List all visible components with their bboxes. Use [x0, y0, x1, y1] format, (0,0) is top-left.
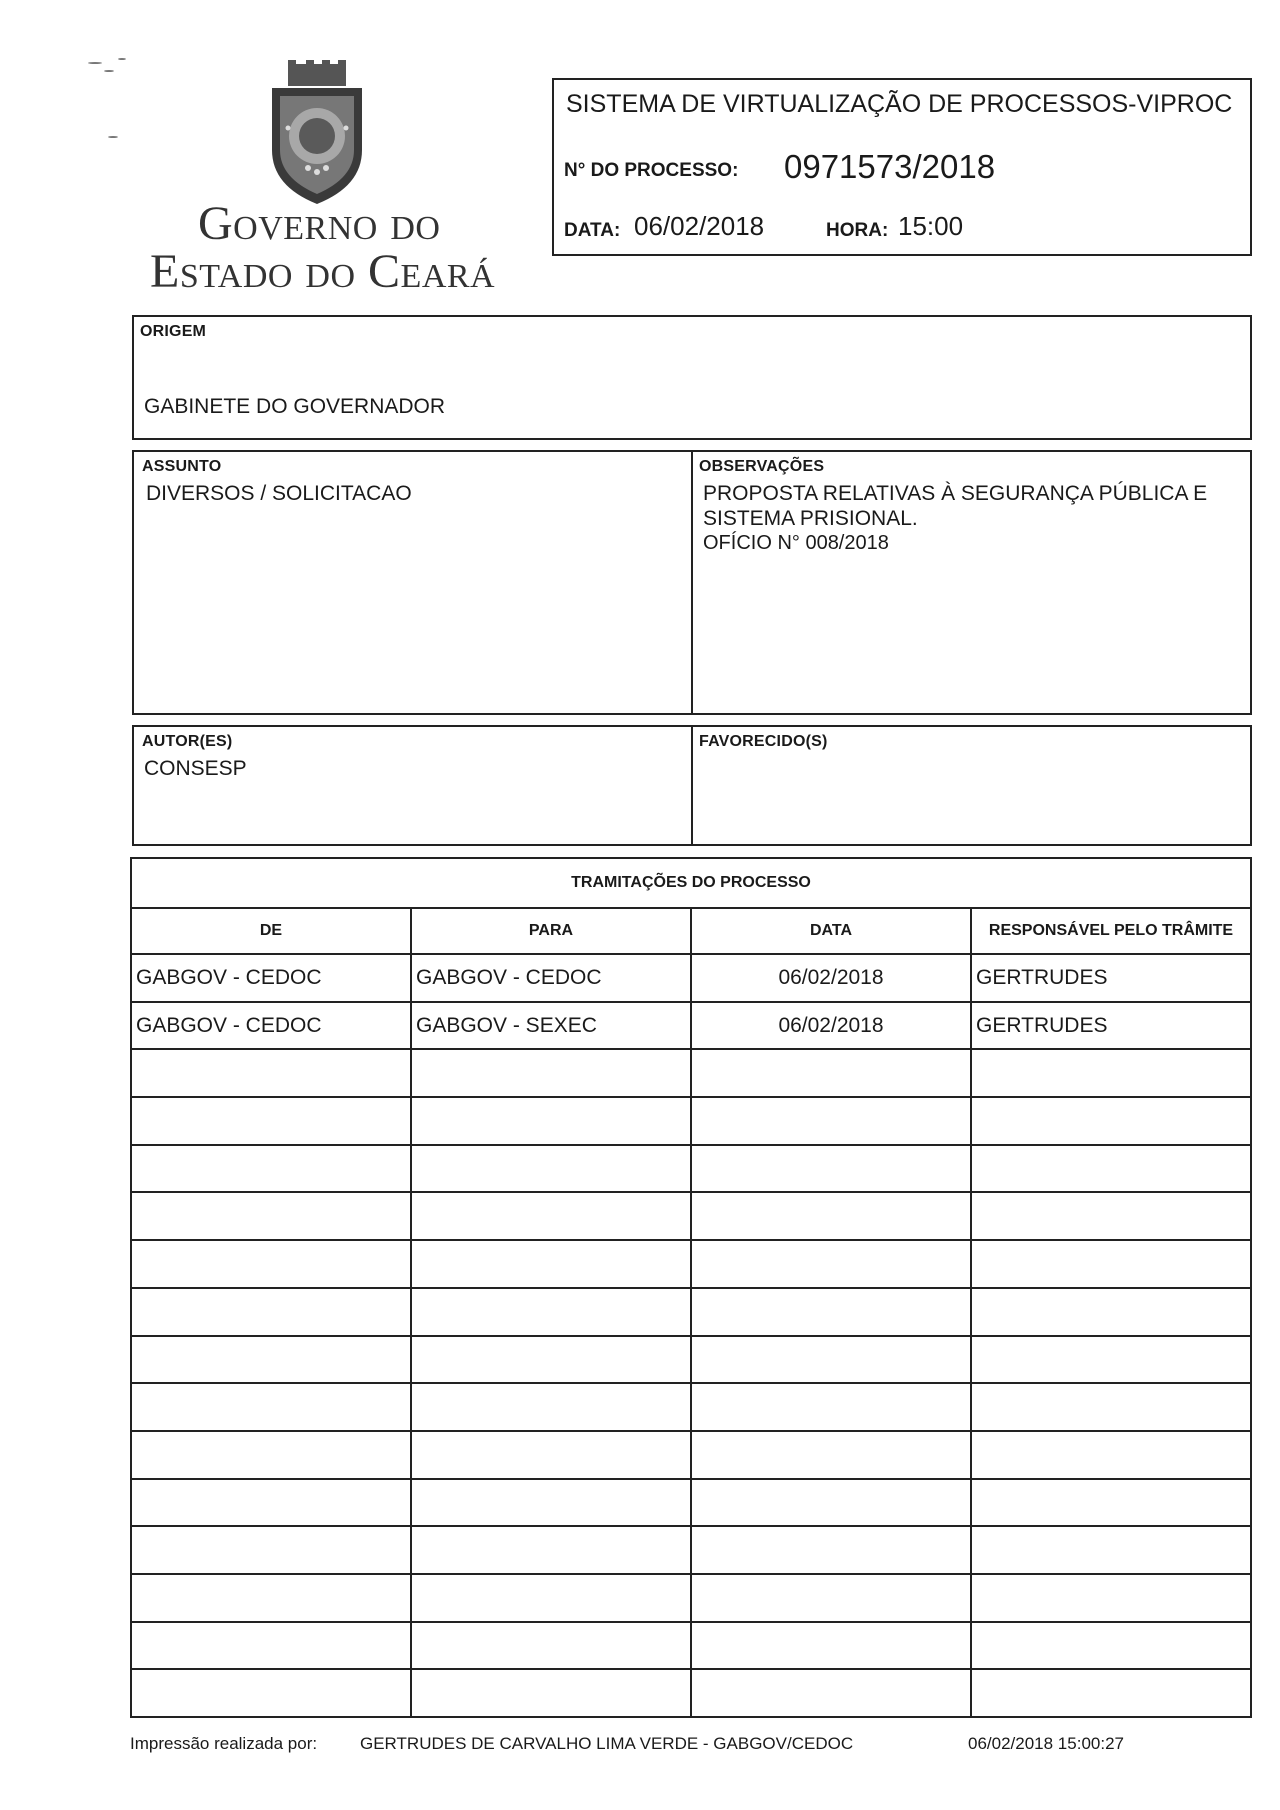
observacoes-line2: SISTEMA PRISIONAL. [703, 507, 918, 530]
cell-para: GABGOV - CEDOC [411, 954, 691, 1002]
empty-cell [971, 1097, 1251, 1145]
empty-table-row [131, 1145, 1251, 1193]
column-header-para: PARA [411, 908, 691, 954]
autores-value: CONSESP [144, 757, 247, 780]
scan-speck [104, 70, 114, 72]
footer-printed-by-user: GERTRUDES DE CARVALHO LIMA VERDE - GABGOV/CEDOC [360, 1734, 854, 1753]
empty-cell [411, 1288, 691, 1336]
empty-cell [971, 1431, 1251, 1479]
date-label: DATA: [564, 220, 621, 241]
time-value: 15:00 [898, 211, 964, 241]
autores-label: AUTOR(ES) [142, 733, 233, 750]
autores-section [132, 725, 693, 846]
empty-cell [971, 1336, 1251, 1384]
empty-table-row [131, 1192, 1251, 1240]
state-coat-of-arms-icon [258, 58, 376, 206]
table-row [131, 954, 1251, 1002]
empty-table-row [131, 1479, 1251, 1527]
empty-cell [411, 1526, 691, 1574]
government-name-line2: Estado do Ceará [150, 245, 496, 298]
empty-cell [691, 1622, 971, 1670]
government-name-line1: Governo do [198, 197, 441, 250]
cell-para: GABGOV - SEXEC [411, 1002, 691, 1050]
empty-cell [971, 1192, 1251, 1240]
tramitacoes-table [130, 857, 1252, 1718]
footer-printed-by-label: Impressão realizada por: [130, 1734, 318, 1753]
empty-cell [691, 1336, 971, 1384]
observacoes-line1: PROPOSTA RELATIVAS À SEGURANÇA PÚBLICA E [703, 482, 1208, 505]
observacoes-section [691, 450, 1252, 715]
empty-cell [691, 1383, 971, 1431]
empty-cell [411, 1383, 691, 1431]
assunto-value: DIVERSOS / SOLICITACAO [146, 482, 412, 505]
empty-cell [131, 1192, 411, 1240]
empty-cell [131, 1240, 411, 1288]
empty-cell [411, 1431, 691, 1479]
empty-cell [131, 1097, 411, 1145]
empty-cell [131, 1526, 411, 1574]
cell-data: 06/02/2018 [691, 954, 971, 1002]
cell-responsavel: GERTRUDES [971, 1002, 1251, 1050]
empty-table-row [131, 1574, 1251, 1622]
system-title: SISTEMA DE VIRTUALIZAÇÃO DE PROCESSOS-VIPROC [566, 90, 1233, 118]
empty-cell [971, 1479, 1251, 1527]
origem-label: ORIGEM [140, 323, 207, 340]
empty-cell [971, 1383, 1251, 1431]
cell-de: GABGOV - CEDOC [131, 954, 411, 1002]
empty-cell [971, 1526, 1251, 1574]
process-info-box [552, 78, 1252, 256]
tramitacoes-title: TRAMITAÇÕES DO PROCESSO [131, 858, 1251, 908]
cell-de: GABGOV - CEDOC [131, 1002, 411, 1050]
empty-table-row [131, 1669, 1251, 1717]
empty-table-row [131, 1336, 1251, 1384]
column-header-responsavel: RESPONSÁVEL PELO TRÂMITE [971, 908, 1251, 954]
empty-cell [131, 1479, 411, 1527]
empty-cell [691, 1097, 971, 1145]
empty-table-row [131, 1240, 1251, 1288]
origem-section [132, 315, 1252, 440]
date-value: 06/02/2018 [634, 211, 765, 241]
empty-cell [131, 1336, 411, 1384]
scan-speck [118, 58, 126, 60]
empty-cell [691, 1479, 971, 1527]
empty-cell [411, 1145, 691, 1193]
empty-cell [691, 1049, 971, 1097]
empty-cell [971, 1622, 1251, 1670]
origem-value: GABINETE DO GOVERNADOR [144, 395, 446, 418]
empty-table-row [131, 1526, 1251, 1574]
empty-cell [411, 1049, 691, 1097]
empty-cell [131, 1669, 411, 1717]
empty-cell [131, 1622, 411, 1670]
empty-cell [131, 1431, 411, 1479]
cell-responsavel: GERTRUDES [971, 954, 1251, 1002]
empty-cell [131, 1574, 411, 1622]
empty-table-row [131, 1431, 1251, 1479]
column-header-de: DE [131, 908, 411, 954]
empty-cell [691, 1574, 971, 1622]
empty-table-row [131, 1097, 1251, 1145]
tramitacoes-body [131, 954, 1251, 1717]
empty-table-row [131, 1383, 1251, 1431]
process-number: 0971573/2018 [784, 148, 996, 185]
empty-cell [411, 1097, 691, 1145]
column-header-data: DATA [691, 908, 971, 954]
empty-table-row [131, 1049, 1251, 1097]
empty-cell [131, 1383, 411, 1431]
empty-table-row [131, 1622, 1251, 1670]
empty-cell [971, 1288, 1251, 1336]
empty-cell [411, 1622, 691, 1670]
time-label: HORA: [826, 220, 889, 241]
empty-cell [411, 1336, 691, 1384]
empty-cell [411, 1669, 691, 1717]
tramitacoes-table-container [130, 857, 1252, 1717]
empty-cell [691, 1288, 971, 1336]
empty-cell [411, 1192, 691, 1240]
empty-cell [691, 1145, 971, 1193]
assunto-section [132, 450, 693, 715]
observacoes-label: OBSERVAÇÕES [699, 458, 825, 475]
empty-cell [691, 1240, 971, 1288]
empty-cell [971, 1669, 1251, 1717]
empty-cell [971, 1574, 1251, 1622]
empty-table-row [131, 1288, 1251, 1336]
empty-cell [411, 1574, 691, 1622]
empty-cell [691, 1669, 971, 1717]
empty-cell [131, 1145, 411, 1193]
empty-cell [411, 1479, 691, 1527]
scan-speck [88, 62, 102, 64]
empty-cell [691, 1431, 971, 1479]
favorecidos-section [691, 725, 1252, 846]
empty-cell [691, 1526, 971, 1574]
observacoes-line3: OFÍCIO N° 008/2018 [703, 532, 889, 554]
scan-speck [108, 136, 118, 138]
empty-cell [971, 1240, 1251, 1288]
empty-cell [691, 1192, 971, 1240]
favorecidos-label: FAVORECIDO(S) [699, 733, 828, 750]
assunto-label: ASSUNTO [142, 458, 222, 475]
empty-cell [131, 1288, 411, 1336]
empty-cell [971, 1049, 1251, 1097]
cell-data: 06/02/2018 [691, 1002, 971, 1050]
empty-cell [411, 1240, 691, 1288]
empty-cell [971, 1145, 1251, 1193]
empty-cell [131, 1049, 411, 1097]
table-row [131, 1002, 1251, 1050]
process-number-label: N° DO PROCESSO: [564, 160, 739, 181]
footer-timestamp: 06/02/2018 15:00:27 [968, 1734, 1124, 1753]
